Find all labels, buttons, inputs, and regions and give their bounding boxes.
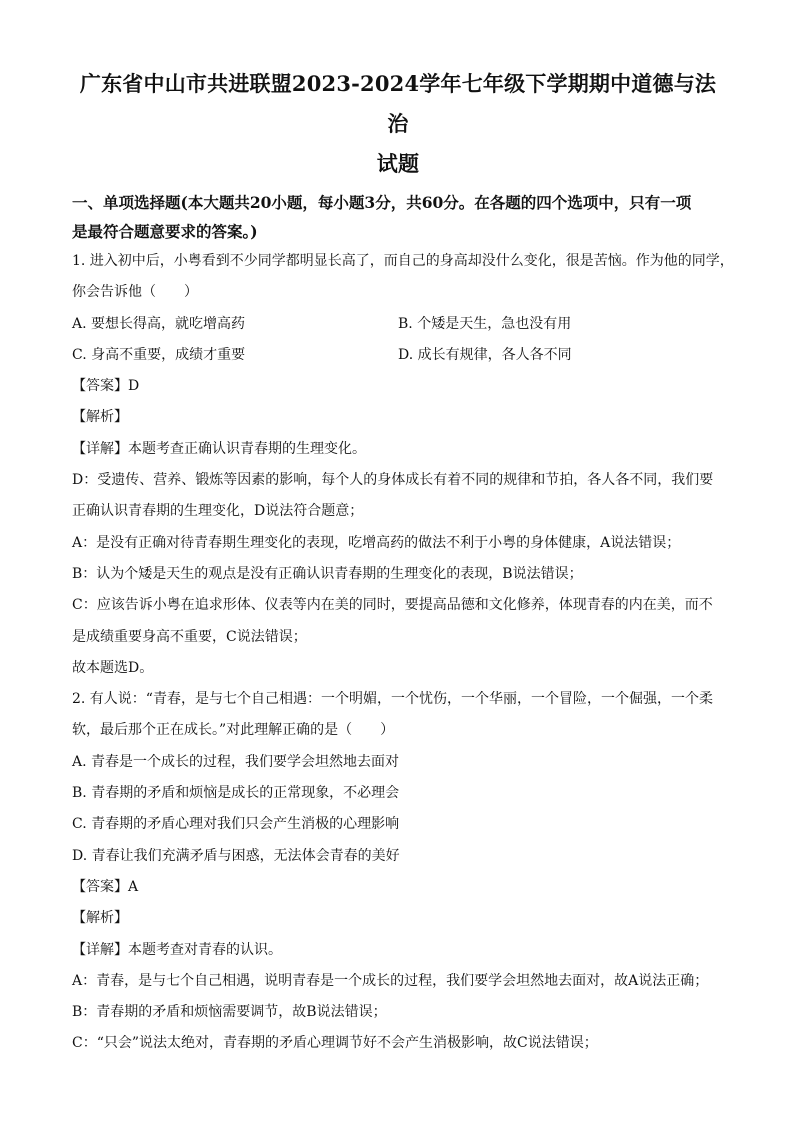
q2-option-c: C. 青春期的矛盾心理对我们只会产生消极的心理影响 bbox=[72, 816, 400, 833]
q1-option-d: D. 成长有规律，各人各不同 bbox=[398, 346, 572, 363]
q1-answer: 【答案】D bbox=[72, 378, 140, 395]
q1-option-b: B. 个矮是天生，急也没有用 bbox=[398, 315, 572, 332]
question-2 bbox=[72, 684, 724, 1060]
q2-option-d: D. 青春让我们充满矛盾与困惑，无法体会青春的美好 bbox=[72, 847, 400, 864]
question-1 bbox=[72, 246, 734, 684]
q2-c-explanation: C：“只会”说法太绝对，青春期的矛盾心理调节好不会产生消极影响，故C说法错误； bbox=[72, 1035, 598, 1052]
q1-a-explanation: A：是没有正确对待青春期生理变化的表现，吃增高药的做法不利于小粤的身体健康，A说法错误； bbox=[72, 534, 681, 551]
q1-d-explanation-line1: D：受遗传、营养、锻炼等因素的影响，每个人的身体成长有着不同的规律和节拍，各人各不同，我们要 bbox=[72, 472, 714, 489]
q1-analysis-label: 【解析】 bbox=[72, 409, 128, 426]
q2-stem-line2: 软，最后那个正在成长。”对此理解正确的是（ ） bbox=[72, 722, 395, 739]
q1-b-explanation: B：认为个矮是天生的观点是没有正确认识青春期的生理变化的表现，B说法错误； bbox=[72, 565, 583, 582]
q1-c-explanation-line1: C：应该告诉小粤在追求形体、仪表等内在美的同时，要提高品德和文化修养，体现青春的内在美，而不 bbox=[72, 597, 713, 614]
q1-d-explanation-line2: 正确认识青春期的生理变化，D说法符合题意； bbox=[72, 503, 364, 520]
q1-detail: 【详解】本题考查正确认识青春期的生理变化。 bbox=[72, 440, 366, 457]
q1-c-explanation-line2: 是成绩重要身高不重要，C说法错误； bbox=[72, 628, 307, 645]
q2-a-explanation: A：青春，是与七个自己相遇，说明青春是一个成长的过程，我们要学会坦然地去面对，故A说法正确； bbox=[72, 972, 709, 989]
q1-options-row2 bbox=[72, 340, 724, 371]
q2-analysis-label: 【解析】 bbox=[72, 910, 128, 927]
q1-option-c: C. 身高不重要，成绩才重要 bbox=[72, 346, 246, 363]
q2-option-a: A. 青春是一个成长的过程，我们要学会坦然地去面对 bbox=[72, 753, 400, 770]
q1-option-a: A. 要想长得高，就吃增高药 bbox=[72, 315, 246, 332]
q1-stem-line2: 你会告诉他（ ） bbox=[72, 284, 198, 301]
q2-detail: 【详解】本题考查对青春的认识。 bbox=[72, 941, 282, 958]
q2-answer: 【答案】A bbox=[72, 878, 139, 895]
q2-option-b: B. 青春期的矛盾和烦恼是成长的正常现象，不必理会 bbox=[72, 785, 400, 802]
document-title-line1: 广东省中山市共进联盟2023-2024学年七年级下学期期中道德与法治 bbox=[79, 71, 717, 136]
q2-b-explanation: B：青春期的矛盾和烦恼需要调节，故B说法错误； bbox=[72, 1004, 387, 1021]
q1-options-row1 bbox=[72, 309, 724, 340]
section-heading-line2: 是最符合题意要求的答案。) bbox=[72, 222, 258, 241]
document-title-line2: 试题 bbox=[376, 151, 420, 176]
q1-conclusion: 故本题选D。 bbox=[72, 659, 154, 676]
q1-stem-line1: 1. 进入初中后，小粤看到不少同学都明显长高了，而自己的身高却没什么变化，很是苦恼。作为他的同学， bbox=[72, 253, 734, 269]
q2-stem-line1: 2. 有人说：“青春，是与七个自己相遇：一个明媚，一个忧伤，一个华丽，一个冒险，一个倔强，一个柔 bbox=[72, 691, 713, 708]
section-heading-line1: 一、单项选择题(本大题共20小题，每小题3分，共60分。在各题的四个选项中，只有一项 bbox=[72, 193, 692, 212]
